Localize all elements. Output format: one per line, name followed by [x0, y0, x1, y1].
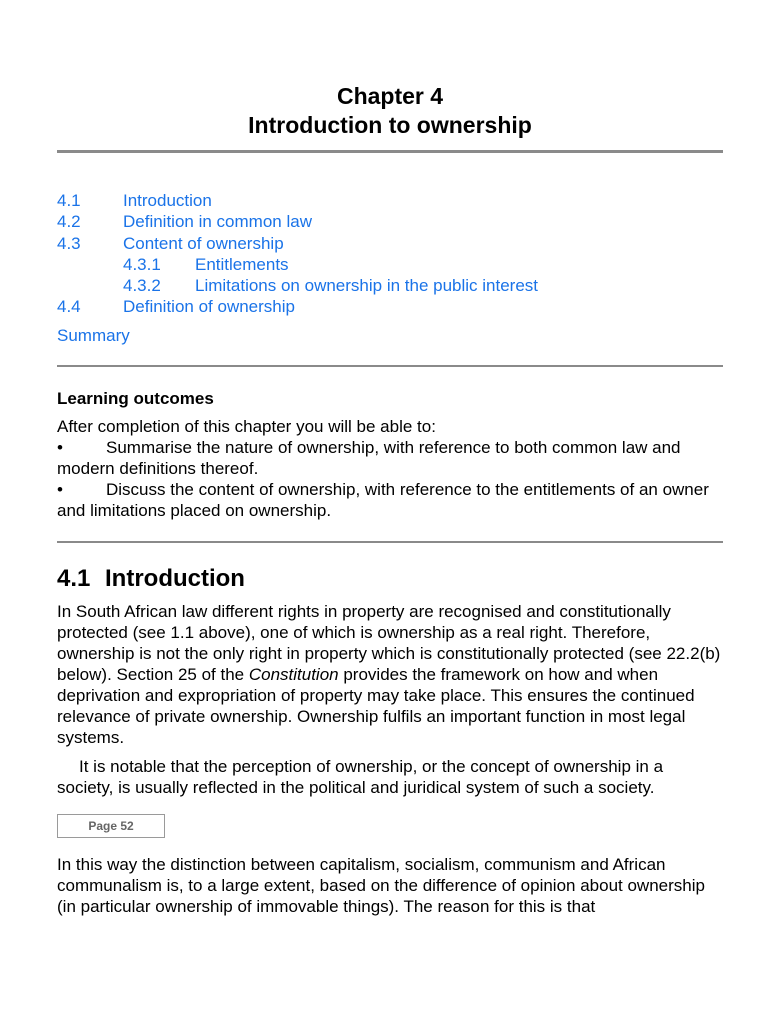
title-divider	[57, 150, 723, 153]
outcomes-divider	[57, 541, 723, 543]
toc-link-entitlements[interactable]: Entitlements	[195, 255, 289, 274]
toc-item-4-3-2[interactable]	[123, 275, 538, 296]
toc-item-4-3[interactable]	[57, 233, 284, 254]
toc-number: 4.3.1	[123, 255, 161, 274]
toc-number: 4.1	[57, 191, 81, 210]
toc-item-4-1[interactable]	[57, 190, 212, 211]
toc-item-summary[interactable]	[57, 325, 130, 346]
section-title: Introduction	[105, 565, 245, 592]
learning-outcome-item	[57, 437, 723, 479]
paragraph-1-text-a: In South African law different rights in property are recognised and constitutionally protected (see 1.1 above), one of which is ownership as a real right. Therefore, ownership is not the only right in property which is constitutionally protected (see 22.2(b) below). Section 25 of the	[57, 602, 721, 684]
learning-outcome-item	[57, 479, 723, 521]
page-number-marker: Page 52	[57, 814, 165, 838]
toc-number: 4.4	[57, 297, 81, 316]
paragraph-1-italic: Constitution	[248, 665, 339, 684]
learning-outcomes-block	[57, 416, 723, 521]
chapter-title-block	[57, 82, 723, 140]
paragraph-2: It is notable that the perception of ownership, or the concept of ownership in a society, is usually reflected in the political and juridical system of such a society.	[57, 757, 664, 797]
section-heading	[57, 564, 245, 594]
learning-outcome-text: Summarise the nature of ownership, with reference to both common law and modern definitions thereof.	[57, 438, 681, 478]
toc-link-introduction[interactable]: Introduction	[123, 191, 212, 210]
chapter-label: Chapter 4	[336, 83, 444, 109]
toc-item-4-3-1[interactable]	[123, 254, 289, 275]
toc-number: 4.3.2	[123, 276, 161, 295]
paragraph-3: In this way the distinction between capitalism, socialism, communism and African communalism is, to a large extent, based on the difference of opinion about ownership (in particular ownership of immovable things). The reason for this is that	[57, 855, 705, 916]
paragraph-1-text-b: provides the framework on how and when deprivation and expropriation of property may take place. This ensures the continued relevance of private ownership. Ownership fulfils an important function in most legal systems.	[57, 665, 695, 747]
section-number: 4.1	[57, 565, 91, 592]
toc-link-definition-common-law[interactable]: Definition in common law	[123, 212, 312, 231]
bullet-icon: •	[57, 480, 63, 499]
toc-number: 4.3	[57, 234, 81, 253]
toc-divider	[57, 365, 723, 367]
toc-item-4-2[interactable]	[57, 211, 312, 232]
learning-outcomes-heading: Learning outcomes	[57, 389, 214, 408]
toc-link-definition-of-ownership[interactable]: Definition of ownership	[123, 297, 295, 316]
chapter-title: Introduction to ownership	[248, 112, 532, 138]
learning-outcomes-intro: After completion of this chapter you will be able to:	[57, 417, 436, 436]
toc-link-content-of-ownership[interactable]: Content of ownership	[123, 234, 284, 253]
toc-number: 4.2	[57, 212, 81, 231]
learning-outcome-text: Discuss the content of ownership, with reference to the entitlements of an owner and limitations placed on ownership.	[57, 480, 709, 520]
toc-item-4-4[interactable]	[57, 296, 295, 317]
toc-link-limitations[interactable]: Limitations on ownership in the public interest	[195, 276, 539, 295]
toc-link-summary[interactable]: Summary	[57, 326, 130, 345]
bullet-icon: •	[57, 438, 63, 457]
paragraph-1	[57, 601, 723, 748]
